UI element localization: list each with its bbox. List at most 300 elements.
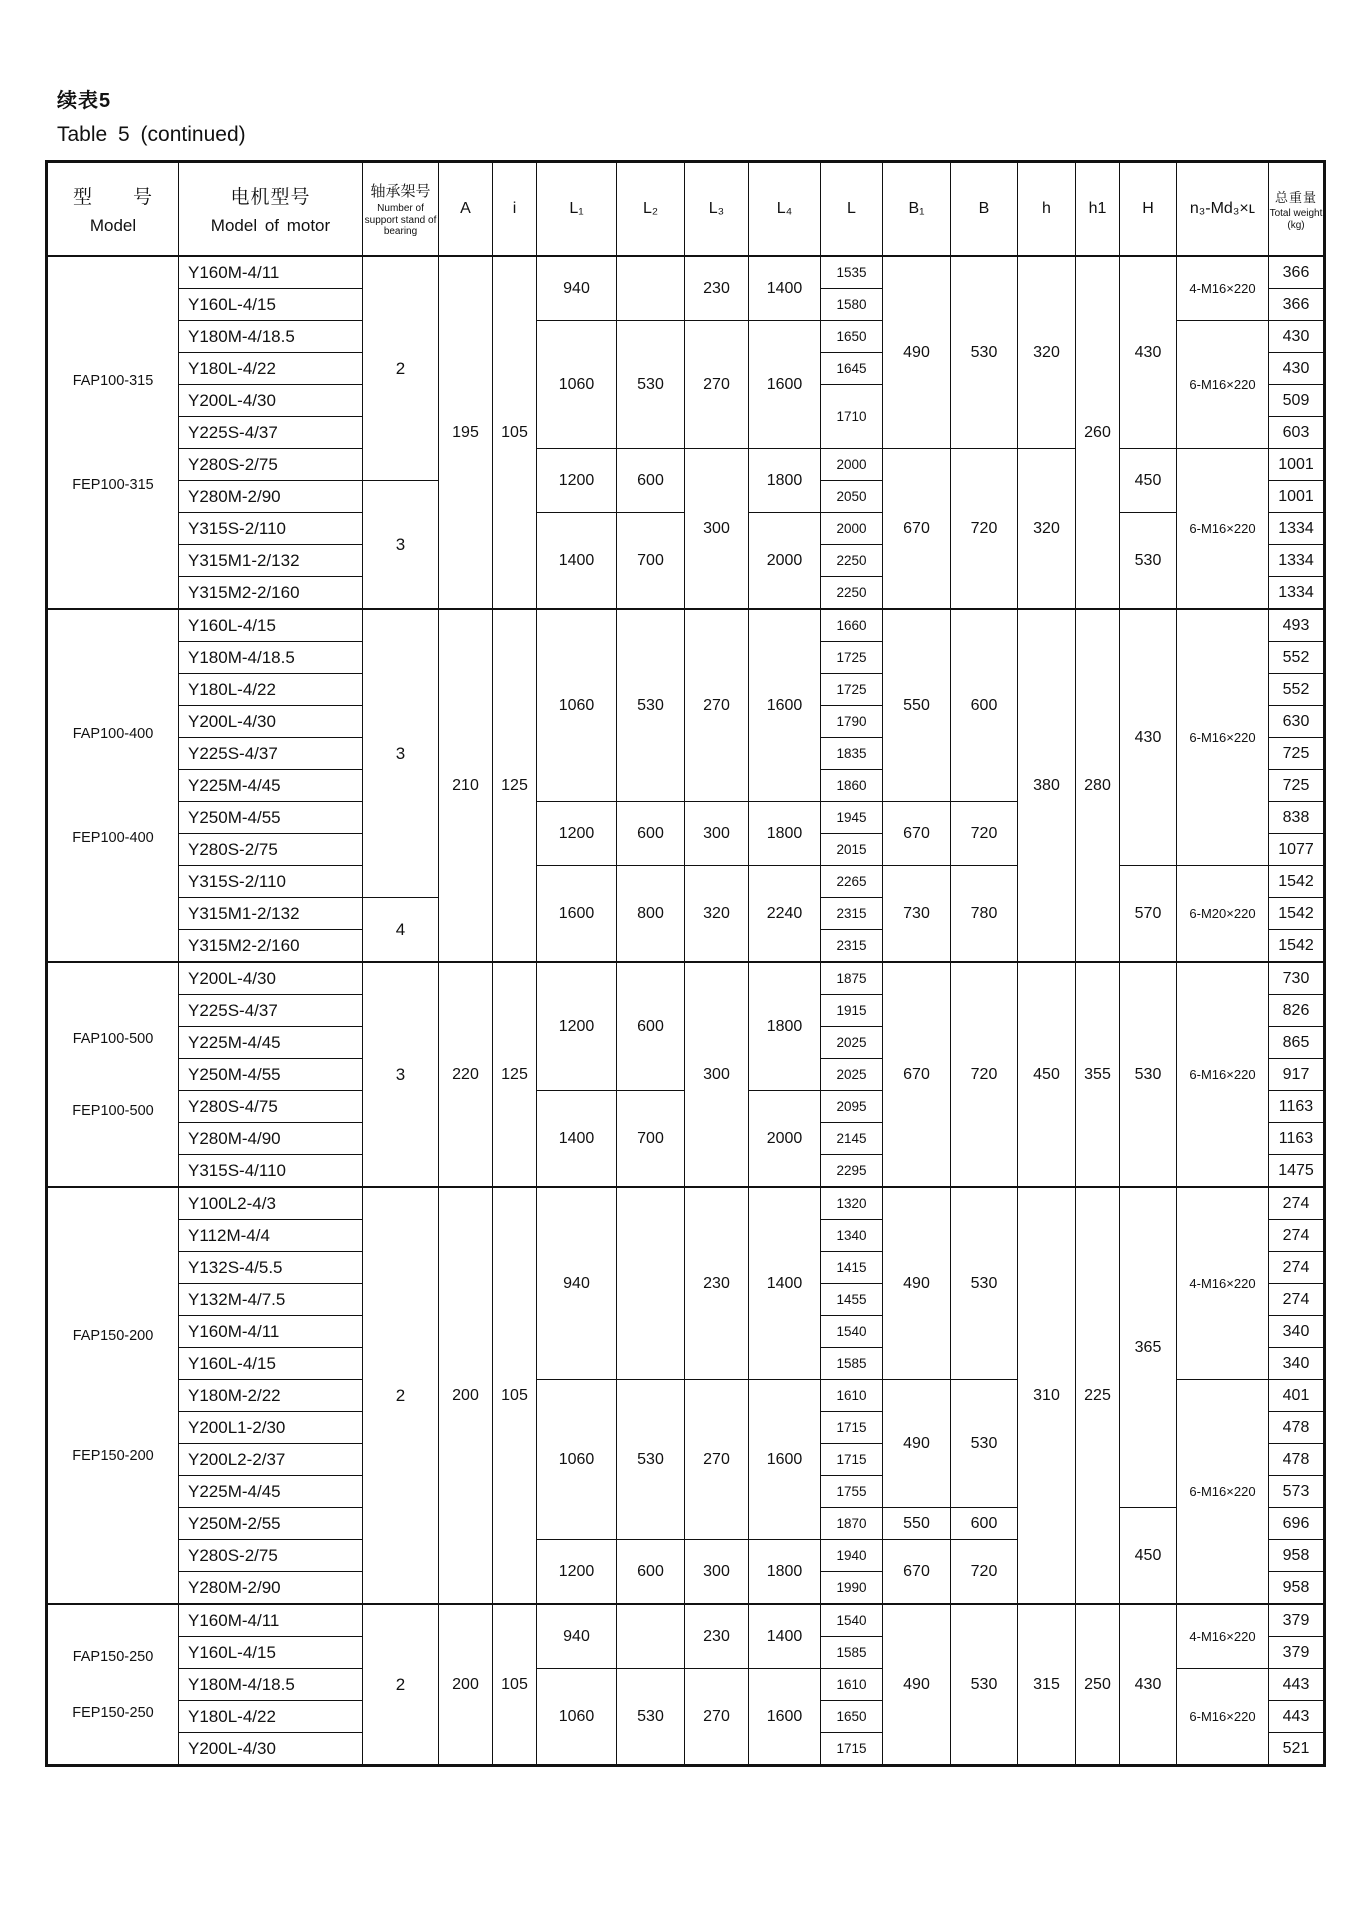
model-label: FEP100-400 <box>72 829 154 846</box>
model-label: FAP150-200 <box>72 1327 154 1344</box>
cell-L: 2315 <box>821 898 883 930</box>
cell-B1: 670 <box>883 962 951 1187</box>
cell-motor: Y160L-4/15 <box>179 289 363 321</box>
cell-L1: 1060 <box>537 1380 617 1540</box>
header-col-h: h <box>1018 162 1076 257</box>
table-header <box>47 162 1325 257</box>
cell-wt: 917 <box>1269 1059 1325 1091</box>
cell-L4: 2000 <box>749 1091 821 1188</box>
cell-bearing: 3 <box>363 481 439 610</box>
cell-wt: 340 <box>1269 1316 1325 1348</box>
cell-L4: 2240 <box>749 866 821 963</box>
cell-L: 1945 <box>821 802 883 834</box>
cell-L: 2050 <box>821 481 883 513</box>
motor-spec-table <box>45 160 1326 1767</box>
cell-L: 2025 <box>821 1027 883 1059</box>
cell-L3: 270 <box>685 1669 749 1766</box>
spec-table-body <box>47 256 1325 1766</box>
header-bearing <box>363 162 439 257</box>
table-row <box>47 866 1325 898</box>
cell-motor: Y200L-4/30 <box>179 962 363 995</box>
cell-B: 780 <box>951 866 1018 963</box>
cell-motor: Y280S-2/75 <box>179 1540 363 1572</box>
cell-motor: Y225M-4/45 <box>179 1027 363 1059</box>
cell-n3: 6-M16×220 <box>1177 321 1269 449</box>
cell-wt: 379 <box>1269 1637 1325 1669</box>
cell-i: 105 <box>493 1604 537 1766</box>
cell-wt: 274 <box>1269 1252 1325 1284</box>
cell-L: 2095 <box>821 1091 883 1123</box>
cell-bearing: 2 <box>363 1187 439 1604</box>
cell-L4: 2000 <box>749 513 821 610</box>
cell-L1: 1060 <box>537 321 617 449</box>
cell-B1: 550 <box>883 609 951 802</box>
cell-L1: 940 <box>537 1187 617 1380</box>
cell-wt: 430 <box>1269 353 1325 385</box>
cell-motor: Y225S-4/37 <box>179 995 363 1027</box>
cell-L: 2000 <box>821 513 883 545</box>
cell-n3: 6-M16×220 <box>1177 962 1269 1187</box>
cell-L: 1610 <box>821 1669 883 1701</box>
cell-L: 1660 <box>821 609 883 642</box>
cell-L: 1320 <box>821 1187 883 1220</box>
header-motor-en: Model of motor <box>210 216 331 235</box>
table-row <box>47 609 1325 642</box>
cell-wt: 725 <box>1269 770 1325 802</box>
cell-L: 2250 <box>821 545 883 577</box>
model-label: FEP100-315 <box>72 476 154 493</box>
cell-motor: Y180M-2/22 <box>179 1380 363 1412</box>
cell-n3: 6-M20×220 <box>1177 866 1269 963</box>
cell-bearing: 4 <box>363 898 439 963</box>
cell-wt: 838 <box>1269 802 1325 834</box>
cell-wt: 274 <box>1269 1220 1325 1252</box>
cell-bearing: 2 <box>363 1604 439 1766</box>
cell-B1: 490 <box>883 1187 951 1380</box>
cell-L4: 1800 <box>749 962 821 1091</box>
cell-motor: Y180M-4/18.5 <box>179 1669 363 1701</box>
cell-wt: 478 <box>1269 1412 1325 1444</box>
cell-h1: 225 <box>1076 1187 1120 1604</box>
cell-L: 1710 <box>821 385 883 449</box>
cell-motor: Y160M-4/11 <box>179 256 363 289</box>
cell-motor: Y250M-2/55 <box>179 1508 363 1540</box>
cell-wt: 521 <box>1269 1733 1325 1766</box>
cell-motor: Y180L-4/22 <box>179 353 363 385</box>
cell-L: 2015 <box>821 834 883 866</box>
cell-B: 600 <box>951 1508 1018 1540</box>
cell-model <box>47 1604 179 1766</box>
cell-L1: 940 <box>537 1604 617 1669</box>
cell-B: 530 <box>951 1187 1018 1380</box>
cell-motor: Y112M-4/4 <box>179 1220 363 1252</box>
header-model-en: Model <box>89 216 137 235</box>
cell-motor: Y225M-4/45 <box>179 1476 363 1508</box>
cell-L: 1715 <box>821 1733 883 1766</box>
table-title-en: Table 5 (continued) <box>57 123 246 146</box>
cell-wt: 1163 <box>1269 1123 1325 1155</box>
cell-B: 720 <box>951 1540 1018 1605</box>
header-col-B: B <box>951 162 1018 257</box>
cell-L3: 300 <box>685 1540 749 1605</box>
table-row <box>47 449 1325 481</box>
header-weight-en: Total weight (kg) <box>1269 207 1323 231</box>
cell-wt: 730 <box>1269 962 1325 995</box>
cell-L: 2145 <box>821 1123 883 1155</box>
header-col-L1: L₁ <box>537 162 617 257</box>
cell-H: 430 <box>1120 1604 1177 1766</box>
cell-wt: 379 <box>1269 1604 1325 1637</box>
model-label: FAP100-400 <box>72 725 154 742</box>
cell-A: 200 <box>439 1604 493 1766</box>
cell-L: 1875 <box>821 962 883 995</box>
cell-i: 105 <box>493 256 537 609</box>
cell-motor: Y280S-2/75 <box>179 449 363 481</box>
header-model-zh: 型 号 <box>72 187 153 208</box>
cell-motor: Y132M-4/7.5 <box>179 1284 363 1316</box>
header-row <box>47 162 1325 257</box>
cell-L: 1870 <box>821 1508 883 1540</box>
cell-wt: 958 <box>1269 1572 1325 1605</box>
cell-wt: 493 <box>1269 609 1325 642</box>
cell-motor: Y200L-4/30 <box>179 1733 363 1766</box>
cell-L3: 270 <box>685 1380 749 1540</box>
cell-L2 <box>617 1187 685 1380</box>
cell-L3: 230 <box>685 1187 749 1380</box>
cell-wt: 865 <box>1269 1027 1325 1059</box>
cell-L1: 1400 <box>537 1091 617 1188</box>
cell-n3: 4-M16×220 <box>1177 1187 1269 1380</box>
cell-motor: Y280M-2/90 <box>179 1572 363 1605</box>
cell-wt: 552 <box>1269 642 1325 674</box>
cell-model <box>47 609 179 962</box>
cell-motor: Y160L-4/15 <box>179 1637 363 1669</box>
cell-wt: 696 <box>1269 1508 1325 1540</box>
cell-motor: Y200L-4/30 <box>179 706 363 738</box>
header-col-n3: n₃-Md₃×ʟ <box>1177 162 1269 257</box>
cell-motor: Y250M-4/55 <box>179 802 363 834</box>
cell-L: 1835 <box>821 738 883 770</box>
cell-model <box>47 962 179 1187</box>
cell-L: 1650 <box>821 321 883 353</box>
cell-L: 1860 <box>821 770 883 802</box>
cell-L: 1340 <box>821 1220 883 1252</box>
cell-h1: 250 <box>1076 1604 1120 1766</box>
cell-wt: 826 <box>1269 995 1325 1027</box>
cell-L: 1585 <box>821 1348 883 1380</box>
cell-wt: 1542 <box>1269 866 1325 898</box>
header-bearing-zh: 轴承架号 <box>370 182 431 200</box>
cell-wt: 1334 <box>1269 545 1325 577</box>
cell-i: 105 <box>493 1187 537 1604</box>
cell-L: 1540 <box>821 1316 883 1348</box>
cell-model <box>47 1187 179 1604</box>
cell-H: 430 <box>1120 609 1177 866</box>
cell-L: 1715 <box>821 1444 883 1476</box>
cell-L1: 1060 <box>537 609 617 802</box>
cell-L: 1455 <box>821 1284 883 1316</box>
cell-L3: 230 <box>685 1604 749 1669</box>
cell-L: 2250 <box>821 577 883 610</box>
cell-wt: 630 <box>1269 706 1325 738</box>
cell-i: 125 <box>493 962 537 1187</box>
model-label: FAP100-315 <box>72 372 154 389</box>
cell-L2: 600 <box>617 449 685 513</box>
cell-H: 430 <box>1120 256 1177 449</box>
cell-motor: Y200L2-2/37 <box>179 1444 363 1476</box>
cell-B1: 490 <box>883 256 951 449</box>
table-title-zh: 续表5 <box>57 90 112 112</box>
cell-motor: Y250M-4/55 <box>179 1059 363 1091</box>
cell-B: 720 <box>951 449 1018 610</box>
cell-L: 1725 <box>821 642 883 674</box>
cell-B1: 550 <box>883 1508 951 1540</box>
header-col-B1: B₁ <box>883 162 951 257</box>
cell-L4: 1600 <box>749 1380 821 1540</box>
cell-wt: 1163 <box>1269 1091 1325 1123</box>
cell-wt: 1334 <box>1269 513 1325 545</box>
cell-wt: 573 <box>1269 1476 1325 1508</box>
cell-h: 450 <box>1018 962 1076 1187</box>
cell-motor: Y132S-4/5.5 <box>179 1252 363 1284</box>
cell-B: 530 <box>951 1604 1018 1766</box>
cell-n3: 6-M16×220 <box>1177 449 1269 610</box>
cell-L: 2025 <box>821 1059 883 1091</box>
header-weight-zh: 总重量 <box>1274 189 1317 205</box>
cell-motor: Y160M-4/11 <box>179 1604 363 1637</box>
cell-L2: 530 <box>617 609 685 802</box>
cell-B: 720 <box>951 962 1018 1187</box>
cell-wt: 1001 <box>1269 449 1325 481</box>
cell-motor: Y315M2-2/160 <box>179 577 363 610</box>
cell-L3: 300 <box>685 962 749 1187</box>
model-label: FEP150-200 <box>72 1447 154 1464</box>
cell-motor: Y315M2-2/160 <box>179 930 363 963</box>
cell-L: 1650 <box>821 1701 883 1733</box>
cell-motor: Y315M1-2/132 <box>179 898 363 930</box>
cell-L2: 530 <box>617 321 685 449</box>
cell-L: 1580 <box>821 289 883 321</box>
cell-L1: 940 <box>537 256 617 321</box>
cell-B1: 670 <box>883 449 951 610</box>
cell-model <box>47 256 179 609</box>
cell-A: 195 <box>439 256 493 609</box>
cell-motor: Y180M-4/18.5 <box>179 321 363 353</box>
cell-L: 1610 <box>821 1380 883 1412</box>
cell-L1: 1200 <box>537 962 617 1091</box>
header-col-h1: h1 <box>1076 162 1120 257</box>
cell-L: 2265 <box>821 866 883 898</box>
cell-wt: 725 <box>1269 738 1325 770</box>
cell-bearing: 3 <box>363 962 439 1187</box>
cell-motor: Y280S-2/75 <box>179 834 363 866</box>
cell-L1: 1060 <box>537 1669 617 1766</box>
cell-wt: 401 <box>1269 1380 1325 1412</box>
cell-n3: 4-M16×220 <box>1177 256 1269 321</box>
cell-L: 1540 <box>821 1604 883 1637</box>
cell-n3: 4-M16×220 <box>1177 1604 1269 1669</box>
cell-wt: 366 <box>1269 289 1325 321</box>
cell-L4: 1400 <box>749 256 821 321</box>
model-label: FAP150-250 <box>72 1648 154 1665</box>
cell-motor: Y200L-4/30 <box>179 385 363 417</box>
cell-i: 125 <box>493 609 537 962</box>
cell-L4: 1800 <box>749 1540 821 1605</box>
cell-h: 315 <box>1018 1604 1076 1766</box>
cell-wt: 274 <box>1269 1187 1325 1220</box>
table-row <box>47 962 1325 995</box>
cell-L4: 1600 <box>749 1669 821 1766</box>
cell-B1: 490 <box>883 1380 951 1508</box>
cell-L: 1415 <box>821 1252 883 1284</box>
cell-L3: 230 <box>685 256 749 321</box>
cell-motor: Y225M-4/45 <box>179 770 363 802</box>
cell-wt: 274 <box>1269 1284 1325 1316</box>
cell-L1: 1200 <box>537 1540 617 1605</box>
cell-L: 1585 <box>821 1637 883 1669</box>
cell-motor: Y315S-2/110 <box>179 866 363 898</box>
cell-L4: 1800 <box>749 449 821 513</box>
cell-L: 1755 <box>821 1476 883 1508</box>
model-label: FEP150-250 <box>72 1704 154 1721</box>
cell-motor: Y160M-4/11 <box>179 1316 363 1348</box>
cell-motor: Y180M-4/18.5 <box>179 642 363 674</box>
cell-wt: 1001 <box>1269 481 1325 513</box>
cell-L2: 700 <box>617 1091 685 1188</box>
cell-h1: 260 <box>1076 256 1120 609</box>
cell-L2: 530 <box>617 1380 685 1540</box>
cell-wt: 1077 <box>1269 834 1325 866</box>
cell-motor: Y280M-4/90 <box>179 1123 363 1155</box>
cell-L: 1725 <box>821 674 883 706</box>
cell-h: 320 <box>1018 256 1076 449</box>
cell-L3: 320 <box>685 866 749 963</box>
cell-bearing: 2 <box>363 256 439 481</box>
cell-wt: 552 <box>1269 674 1325 706</box>
cell-wt: 478 <box>1269 1444 1325 1476</box>
cell-L: 2315 <box>821 930 883 963</box>
cell-wt: 366 <box>1269 256 1325 289</box>
cell-motor: Y180L-4/22 <box>179 1701 363 1733</box>
cell-B1: 730 <box>883 866 951 963</box>
cell-wt: 1542 <box>1269 898 1325 930</box>
cell-A: 210 <box>439 609 493 962</box>
cell-motor: Y160L-4/15 <box>179 609 363 642</box>
cell-L: 1990 <box>821 1572 883 1605</box>
cell-L4: 1600 <box>749 321 821 449</box>
table-row <box>47 1187 1325 1220</box>
cell-L1: 1400 <box>537 513 617 610</box>
cell-n3: 6-M16×220 <box>1177 1380 1269 1605</box>
cell-motor: Y180L-4/22 <box>179 674 363 706</box>
cell-wt: 443 <box>1269 1669 1325 1701</box>
cell-motor: Y315S-4/110 <box>179 1155 363 1188</box>
cell-L4: 1400 <box>749 1187 821 1380</box>
cell-B1: 670 <box>883 1540 951 1605</box>
cell-L: 1535 <box>821 256 883 289</box>
cell-L1: 1600 <box>537 866 617 963</box>
cell-L: 2295 <box>821 1155 883 1188</box>
cell-A: 220 <box>439 962 493 1187</box>
header-motor <box>179 162 363 257</box>
cell-H: 365 <box>1120 1187 1177 1508</box>
cell-B: 530 <box>951 1380 1018 1508</box>
cell-L: 1790 <box>821 706 883 738</box>
cell-motor: Y315S-2/110 <box>179 513 363 545</box>
header-col-A: A <box>439 162 493 257</box>
cell-wt: 1475 <box>1269 1155 1325 1188</box>
cell-wt: 340 <box>1269 1348 1325 1380</box>
cell-L: 1715 <box>821 1412 883 1444</box>
cell-L2: 700 <box>617 513 685 610</box>
cell-h1: 280 <box>1076 609 1120 962</box>
cell-A: 200 <box>439 1187 493 1604</box>
cell-L: 2000 <box>821 449 883 481</box>
cell-h1: 355 <box>1076 962 1120 1187</box>
cell-wt: 1334 <box>1269 577 1325 610</box>
cell-L1: 1200 <box>537 449 617 513</box>
cell-n3: 6-M16×220 <box>1177 609 1269 866</box>
cell-L2 <box>617 1604 685 1669</box>
model-label: FAP100-500 <box>72 1030 154 1047</box>
cell-wt: 958 <box>1269 1540 1325 1572</box>
cell-L: 1940 <box>821 1540 883 1572</box>
cell-L3: 270 <box>685 609 749 802</box>
table-row <box>47 1604 1325 1637</box>
cell-h: 380 <box>1018 609 1076 962</box>
cell-B: 720 <box>951 802 1018 866</box>
cell-L1: 1200 <box>537 802 617 866</box>
cell-B: 600 <box>951 609 1018 802</box>
header-model <box>47 162 179 257</box>
cell-motor: Y160L-4/15 <box>179 1348 363 1380</box>
header-bearing-en: Number of support stand of bearing <box>364 202 437 238</box>
header-col-H: H <box>1120 162 1177 257</box>
cell-L4: 1800 <box>749 802 821 866</box>
cell-B: 530 <box>951 256 1018 449</box>
cell-H: 450 <box>1120 1508 1177 1605</box>
header-weight <box>1269 162 1325 257</box>
cell-L2: 530 <box>617 1669 685 1766</box>
cell-h: 320 <box>1018 449 1076 610</box>
cell-L2: 600 <box>617 802 685 866</box>
cell-H: 530 <box>1120 513 1177 610</box>
cell-B1: 490 <box>883 1604 951 1766</box>
cell-L: 1915 <box>821 995 883 1027</box>
header-col-L4: L₄ <box>749 162 821 257</box>
cell-B1: 670 <box>883 802 951 866</box>
cell-n3: 6-M16×220 <box>1177 1669 1269 1766</box>
cell-motor: Y225S-4/37 <box>179 738 363 770</box>
table-row <box>47 256 1325 289</box>
cell-H: 450 <box>1120 449 1177 513</box>
header-motor-zh: 电机型号 <box>230 187 311 208</box>
cell-motor: Y100L2-4/3 <box>179 1187 363 1220</box>
cell-motor: Y315M1-2/132 <box>179 545 363 577</box>
model-label: FEP100-500 <box>72 1102 154 1119</box>
cell-bearing: 3 <box>363 609 439 898</box>
cell-L4: 1400 <box>749 1604 821 1669</box>
header-col-L3: L₃ <box>685 162 749 257</box>
cell-L2 <box>617 256 685 321</box>
cell-wt: 603 <box>1269 417 1325 449</box>
cell-wt: 443 <box>1269 1701 1325 1733</box>
header-col-i: i <box>493 162 537 257</box>
cell-L2: 600 <box>617 1540 685 1605</box>
cell-H: 570 <box>1120 866 1177 963</box>
cell-H: 530 <box>1120 962 1177 1187</box>
cell-L3: 300 <box>685 449 749 610</box>
